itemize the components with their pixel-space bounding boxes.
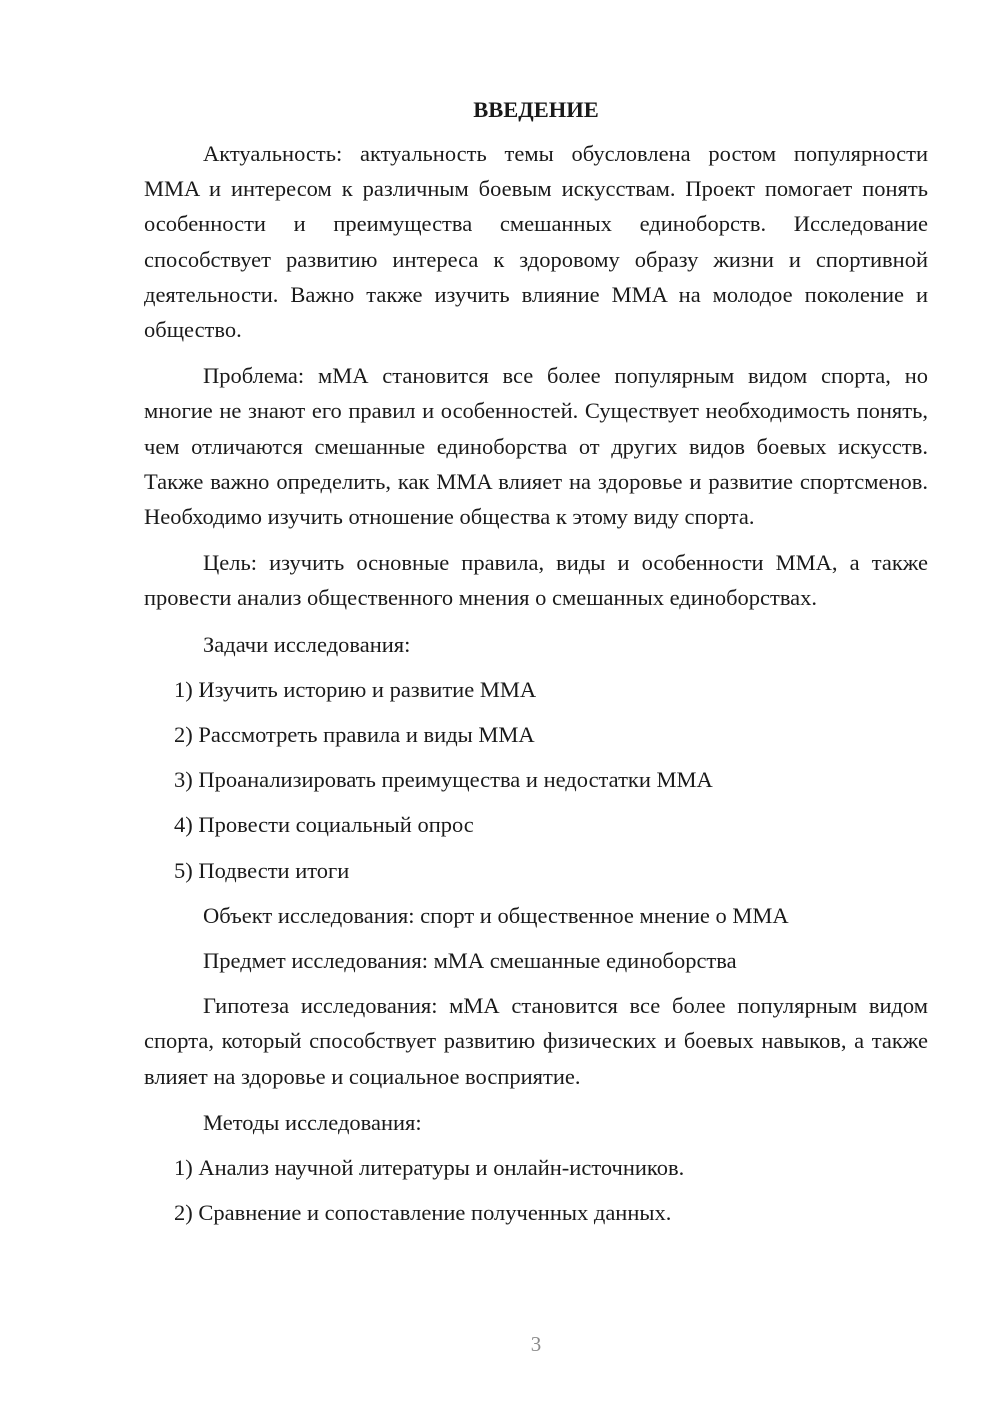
task-item: 5) Подвести итоги (174, 857, 350, 883)
research-subject: Предмет исследования: мМА смешанные единоборства (203, 948, 737, 974)
task-item: 3) Проанализировать преимущества и недостатки MMA (174, 767, 713, 793)
task-item: 4) Провести социальный опрос (174, 812, 474, 838)
hypothesis-paragraph: Гипотеза исследования: мМА становится все более популярным видом спорта, который способствует развитию физических и боевых навыков, а также влияет на здоровье и социальное восприятие. (144, 993, 928, 1089)
tasks-heading: Задачи исследования: (203, 631, 411, 657)
research-object: Объект исследования: спорт и общественное мнение о MMA (203, 902, 789, 928)
task-item: 2) Рассмотреть правила и виды MMA (174, 722, 535, 748)
relevance-paragraph: Актуальность: актуальность темы обусловлена ростом популярности MMA и интересом к различным боевым искусствам. Проект помогает понять особенности и преимущества смешанных единоборств. Исследование способствует развитию интереса к здоровому образу жизни и спортивной деятельности. Важно также изучить влияние MMA на молодое поколение и общество. (144, 141, 928, 343)
method-item: 2) Сравнение и сопоставление полученных данных. (174, 1200, 672, 1226)
problem-paragraph: Проблема: мМА становится все более популярным видом спорта, но многие не знают его правил и особенностей. Существует необходимость понять, чем отличаются смешанные единоборства от других видов боевых искусств. Также важно определить, как MMA влияет на здоровье и развитие спортсменов. Необходимо изучить отношение общества к этому виду спорта. (144, 363, 928, 530)
page-number: 3 (530, 1332, 542, 1356)
section-title: ВВЕДЕНИЕ (473, 97, 599, 122)
methods-heading: Методы исследования: (203, 1109, 422, 1135)
method-item: 1) Анализ научной литературы и онлайн-источников. (174, 1155, 685, 1181)
page-content (144, 92, 928, 1240)
task-item: 1) Изучить историю и развитие MMA (174, 676, 537, 702)
goal-paragraph: Цель: изучить основные правила, виды и особенности MMA, а также провести анализ общественного мнения о смешанных единоборствах. (144, 550, 928, 611)
